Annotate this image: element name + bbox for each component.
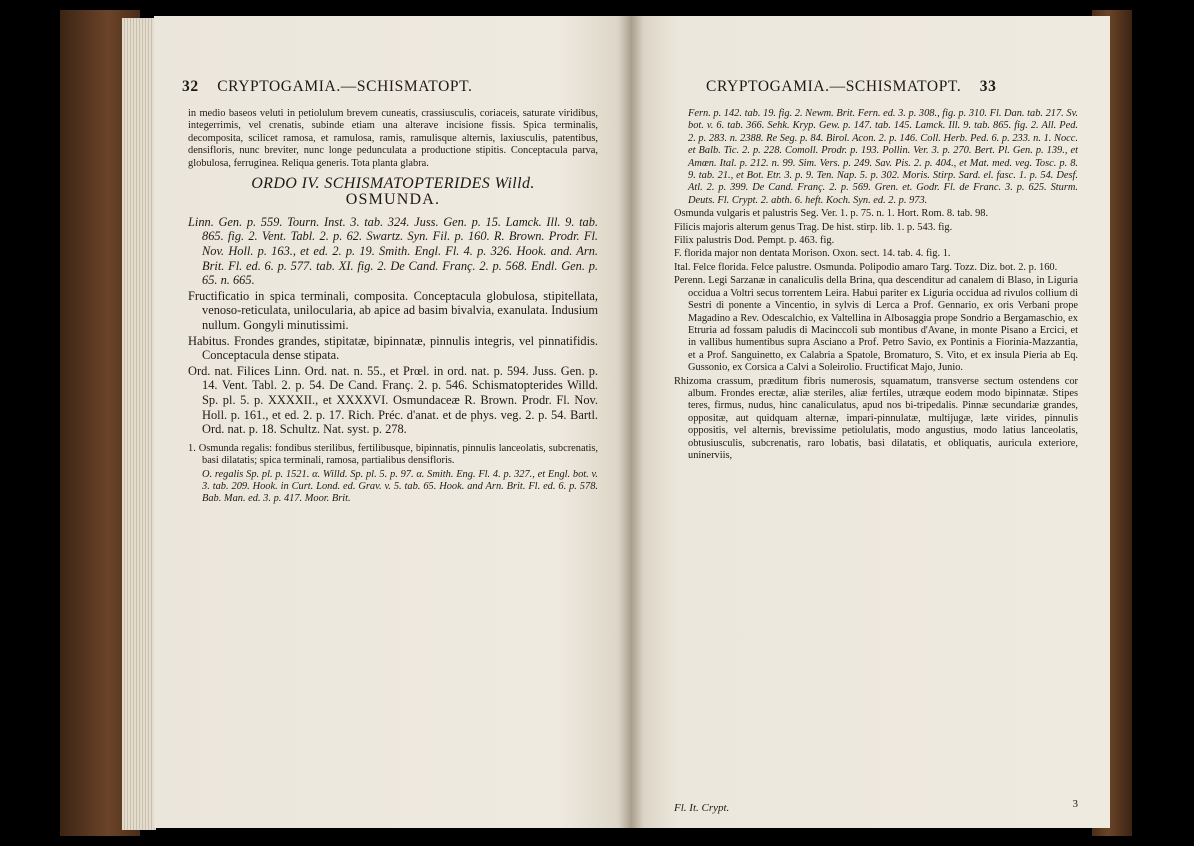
synonym-3: Filix palustris Dod. Pempt. p. 463. fig. xyxy=(674,235,835,247)
ordo-title: ORDO IV. SCHISMATOPTERIDES Willd. xyxy=(251,175,535,193)
synonym-1: Osmunda vulgaris et palustris Seg. Ver. 1. p. 75. n. 1. Hort. Rom. 8. tab. 98. xyxy=(674,208,989,220)
genus-title: OSMUNDA. xyxy=(345,191,441,209)
right-page-header xyxy=(706,78,997,96)
right-page-text xyxy=(674,108,1078,463)
fructificatio-paragraph: Fructificatio in spica terminali, composita. Conceptacula globulosa, stipitellata, venoso-reticulata, unilocularia, ab apice ad basim bivalvia, exanulata. Indusium nullum. Gongyli minutissimi. xyxy=(188,288,598,332)
open-book xyxy=(60,10,1132,836)
right-page-number: 33 xyxy=(979,78,997,95)
synonym-2: Filicis majoris alterum genus Trag. De hist. stirp. lib. 1. p. 543. fig. xyxy=(674,221,953,233)
left-running-head: CRYPTOGAMIA.—SCHISMATOPT. xyxy=(217,78,473,95)
species-references: O. regalis Sp. pl. p. 1521. α. Willd. Sp. pl. 5. p. 97. α. Smith. Eng. Fl. 4. p. 327., et Engl. bot. v. 3. tab. 209. Hook. in Curt. Lond. ed. Grav. v. 5. tab. 65. Hook. and Arn. Brit. Fl. ed. 6. p. 578. Bab. Man. ed. 3. p. 417. Moor. Brit. xyxy=(202,468,598,505)
intro-paragraph: in medio baseos veluti in petiolulum brevem cuneatis, crassiusculis, coriaceis, saturate viridibus, integerrimis, vel crenatis, subinde etiam una alterave incisione fissis. Spica terminalis, decomposita, scilicet ramosa, et ramulosa, ramis, ramulisque alternis, laxiusculis, patentibus, densifloris, nunc breviter, nunc longe pedunculata a productione stipitis. Conceptacula parva, globulosa, ferruginea. Reliqua generis. Tota planta glabra. xyxy=(188,108,598,169)
right-running-head: CRYPTOGAMIA.—SCHISMATOPT. xyxy=(706,78,962,95)
references-paragraph: Fern. p. 142. tab. 19. fig. 2. Newm. Brit. Fern. ed. 3. p. 308., fig. p. 310. Fl. Dan. tab. 217. Sv. bot. v. 6. tab. 366. Sehk. Kryp. Gew. p. 147. tab. 145. Lamck. Ill. 9. tab. 865. fig. 2. All. Ped. 2. p. 283. n. 2388. Re Seg. p. 84. Birol. Acon. 2. p. 146. Coll. Herb. Ped. 6. p. 233. n. 1. Nocc. et Balb. Tic. 2. p. 228. Comoll. Prodr. p. 193. Pollin. Ver. 3. p. 270. Bert. Pl. Gen. p. 139., et Amœn. Ital. p. 212. n. 99. Sim. Vers. p. 249. Sav. Pis. 2. p. 404., et Mat. med. veg. Tosc. p. 8. 9. tab. 21., et Bot. Etr. 3. p. 9. Ten. Nap. 5. p. 302. Moris. Stirp. Sard. el. fasc. 1. p. 54. Desf. Atl. 2. p. 399. De Cand. Franç. 2. p. 569. Gren. et. Godr. Fl. de Franc. 3. p. 625. Sturm. Deuts. Fl. Crypt. 2. abth. 6. heft. Koch. Syn. ed. 2. p. 973. xyxy=(688,108,1079,206)
footer-sheet-number: 3 xyxy=(1072,798,1078,810)
linn-references: Linn. Gen. p. 559. Tourn. Inst. 3. tab. 324. Juss. Gen. p. 15. Lamck. Ill. 9. tab. 865. fig. 2. Vent. Tabl. 2. p. 62. Swartz. Syn. Fil. p. 160. R. Brown. Prodr. Fl. Nov. Holl. p. 163., et ed. 2. p. 19. Smith. Engl. Fl. 4. p. 326. Hook. and. Arn. Brit. Fl. ed. 6. p. 577. tab. XI. fig. 2. De Cand. Franç. 2. p. 568. Endl. Gen. p. 65. n. 665. xyxy=(188,214,598,288)
perenn-paragraph: Perenn. Legi Sarzanæ in canaliculis della Brina, qua descenditur ad canalem di Blaso, in Liguria occidua a Voltri secus torrentem Leira. Habui pariter ex Liguria occidua ad rivulos collium di Sestri di ponente a Vincentio, in sylvis di Lerca a Prof. Gennario, ex oris Verbani prope Magadino a Rev. Odescalchio, ex Valtellina in Albosaggia prope Sondrio a Bergamaschio, ex Etruria ad fossam paludis di Macinccoli sub montibus d'Avane, in monte Pisano a Ercici, et in vallibus humentibus supra Asciano a Prof. Petro Savio, ex Pontinis a Fiorinia-Mazzantia, et a Prof. Sanguinetto, ex Calabria a Spatole, Bromaturo, S. Vito, et ex insula Pieria ab Eq. Gussonio, ex Corsica a Calvi a Soleirolio. Fructificat Majo, Junio. xyxy=(674,275,1078,374)
page-edges-left xyxy=(122,18,156,830)
footer-signature: Fl. It. Crypt. xyxy=(674,802,730,814)
right-page-footer xyxy=(674,798,1078,814)
left-page-text xyxy=(188,108,598,507)
synonym-4: F. florida major non dentata Morison. Oxon. sect. 14. tab. 4. fig. 1. xyxy=(674,248,951,260)
left-page-header xyxy=(182,78,473,96)
right-page xyxy=(630,16,1110,828)
left-page-number: 32 xyxy=(182,78,199,95)
left-page xyxy=(154,16,630,828)
rhizoma-paragraph: Rhizoma crassum, præditum fibris numerosis, squamatum, transverse sectum ostendens cor album. Frondes erectæ, aliæ steriles, aliæ fertiles, utræque eodem modo bipinnatæ. Stipes teres, firmus, nudus, hinc canaliculatus, apud nos bi-tripedalis. Pinnæ secundariæ grandes, oppositæ, aut quidquam alternæ, impari-pinnulatæ, multijugæ, læte virides, pinnulis oppositis, vel alternis, brevissime petiolulatis, modo angustius, modo latius lanceolatis, obtusiusculis, subcrenatis, raro lobatis, basi dilatatis, et obliquatis, auricula exteriore, uninerviis, xyxy=(674,375,1078,461)
habitus-paragraph: Habitus. Frondes grandes, stipitatæ, bipinnatæ, pinnulis integris, vel pinnatifidis. Conceptacula dense stipata. xyxy=(188,333,598,363)
ord-nat-paragraph: Ord. nat. Filices Linn. Ord. nat. n. 55., et Prœl. in ord. nat. p. 594. Juss. Gen. p. 14. Vent. Tabl. 2. p. 54. De Cand. Franç. 2. p. 546. Schismatopterides Willd. Sp. pl. 5. p. XXXXII., et XXXXVI. Osmundaceæ R. Brown. Prodr. Fl. Nov. Holl. p. 161., et ed. 2. p. 17. Rich. Préc. d'anat. et de phys. veg. 2. p. 54. Bartl. Ord. nat. p. 18. Schultz. Nat. syst. p. 278. xyxy=(188,363,598,437)
ital-paragraph: Ital. Felce florida. Felce palustre. Osmunda. Polipodio amaro Targ. Tozz. Diz. bot. 2. p. 160. xyxy=(674,261,1058,273)
species-paragraph: 1. Osmunda regalis: fondibus sterilibus, fertilibusque, bipinnatis, pinnulis lanceolatis, subcrenatis, basi dilatatis; spica terminali, ramosa, partialibus densifloris. xyxy=(188,442,598,467)
